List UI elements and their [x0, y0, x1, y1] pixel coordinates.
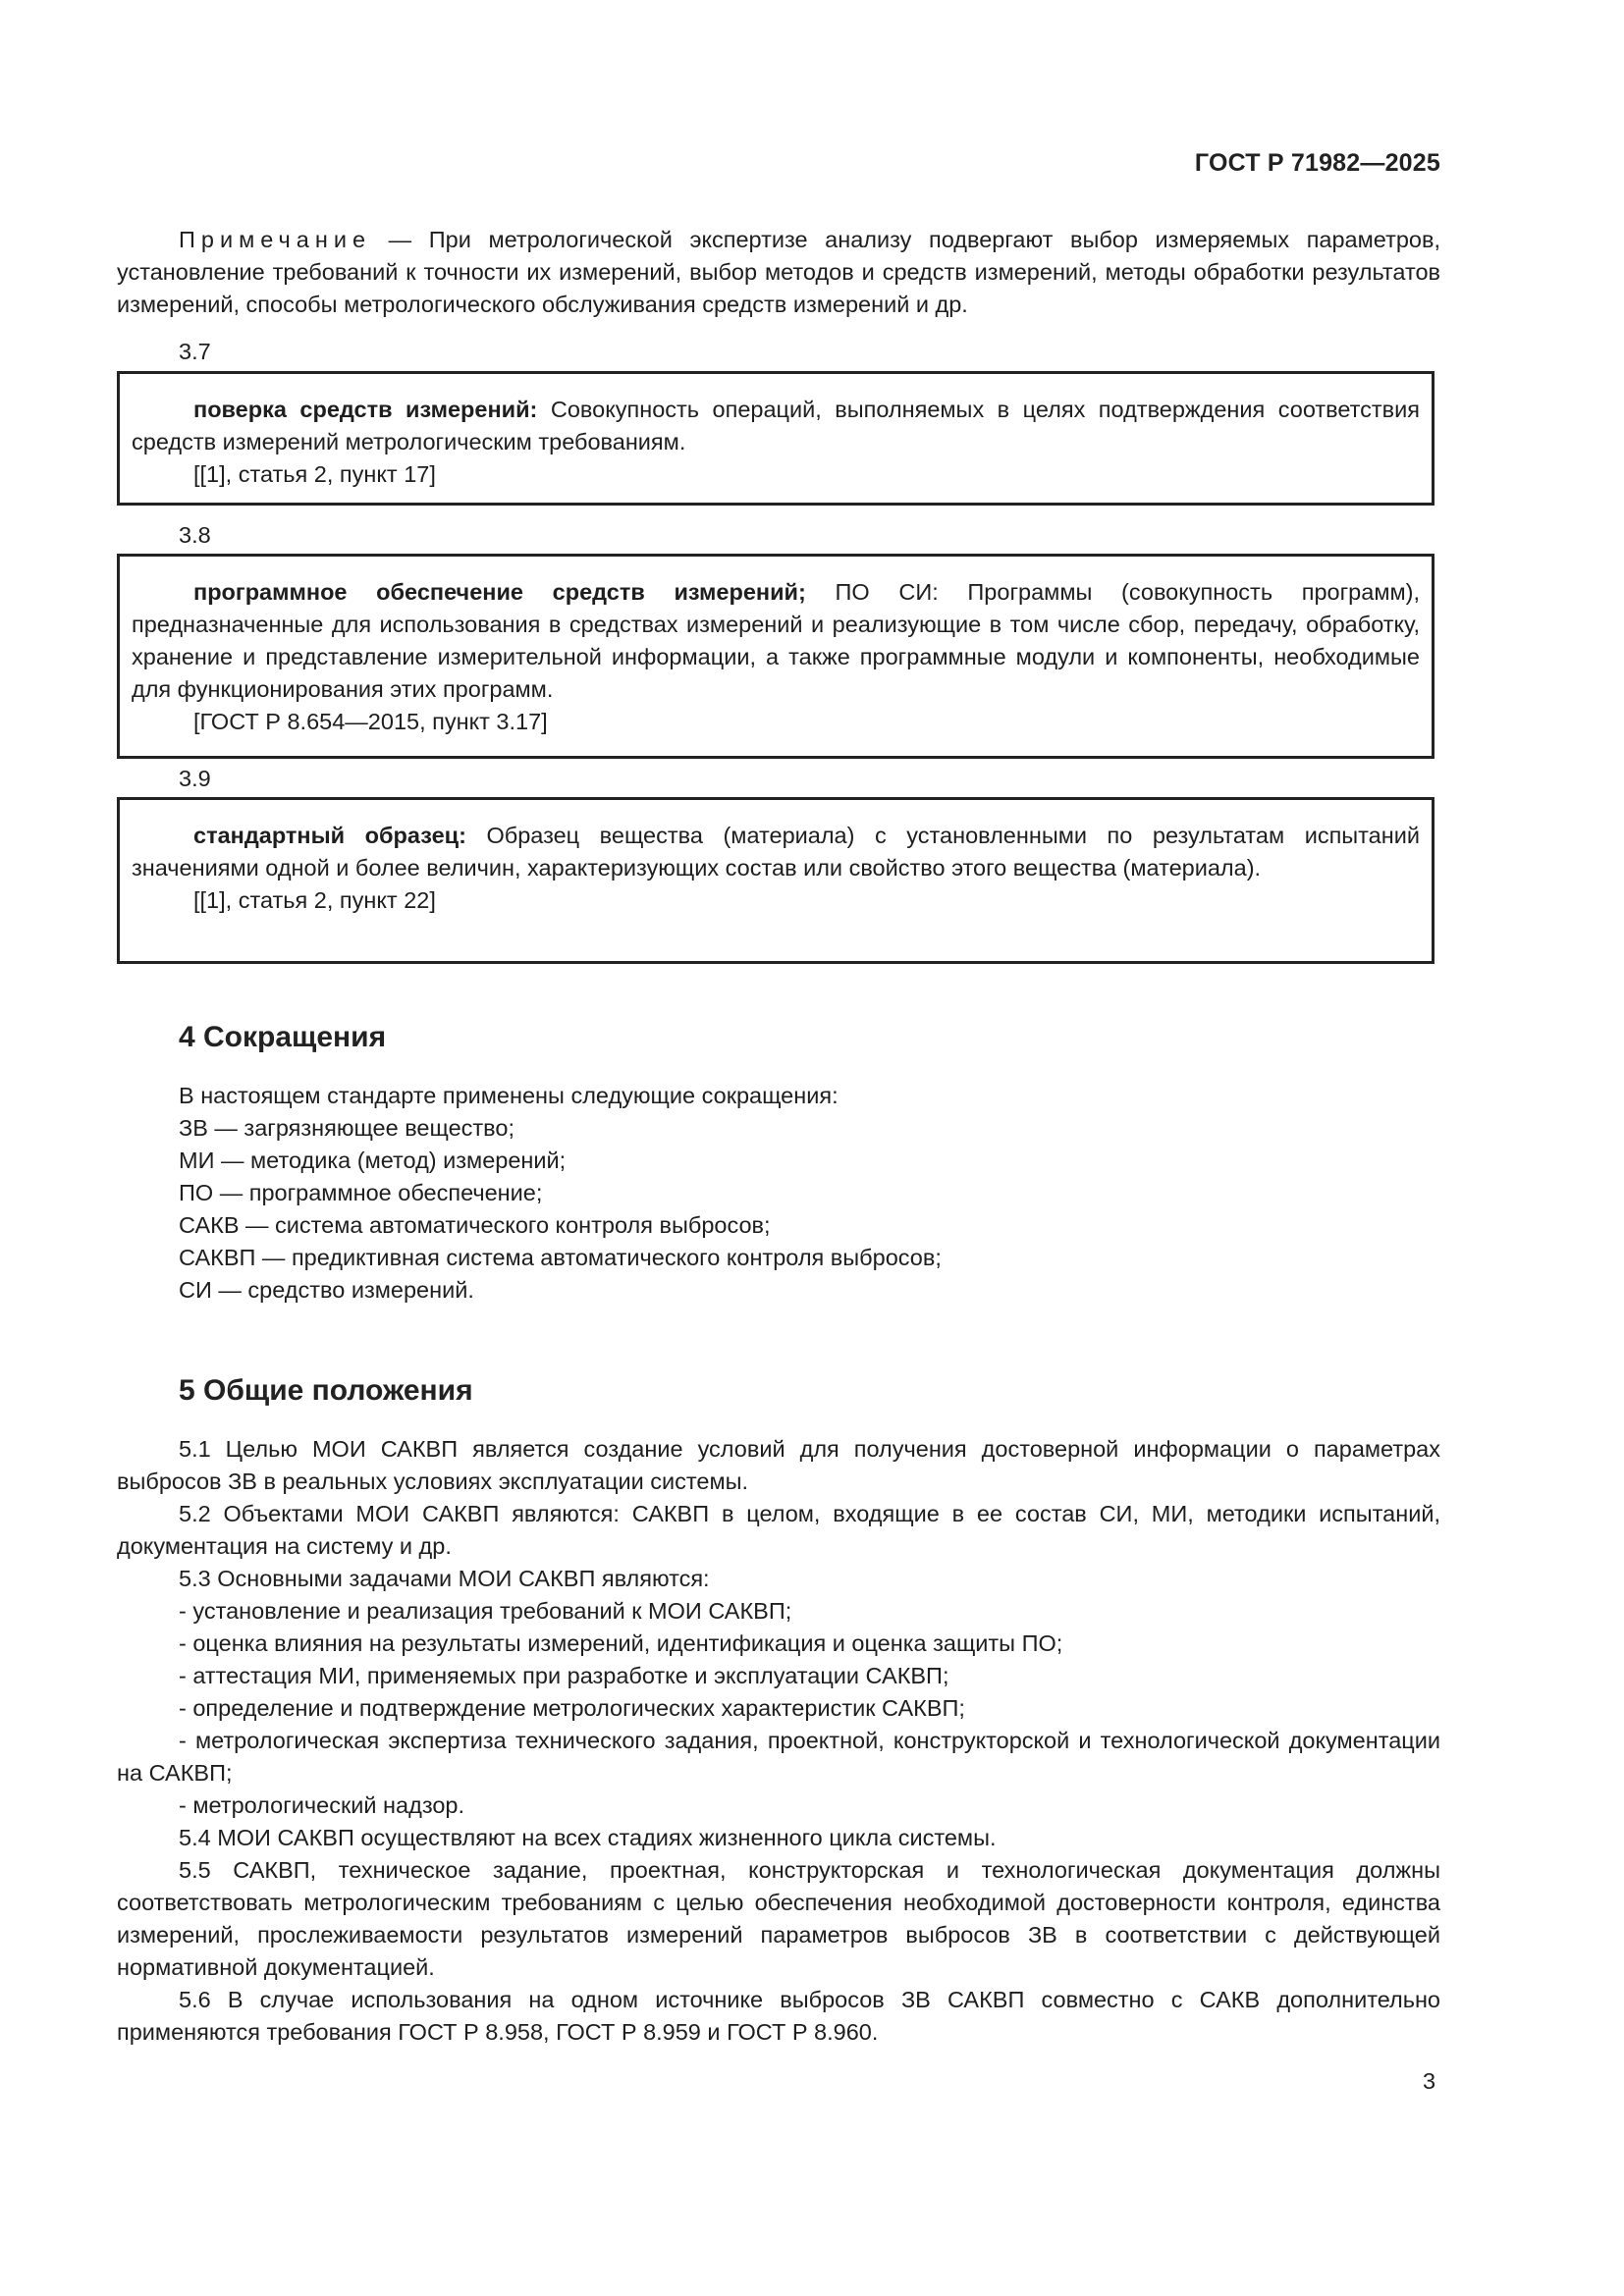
term-box [117, 371, 1435, 506]
task-item: - определение и подтверждение метрологических характеристик САКВП; [179, 1695, 965, 1721]
abbreviation-intro: В настоящем стандарте применены следующие сокращения: [179, 1083, 839, 1108]
term-source: [ГОСТ Р 8.654—2015, пункт 3.17] [193, 709, 548, 734]
section-5-heading: 5 Общие положения [179, 1374, 473, 1407]
note-paragraph [117, 224, 1440, 321]
paragraph-5-4: 5.4 МОИ САКВП осуществляют на всех стадиях жизненного цикла системы. [179, 1825, 997, 1850]
term-definition [132, 576, 1420, 706]
paragraph-5-1: 5.1 Целью МОИ САКВП является создание условий для получения достоверной информации о параметрах выбросов ЗВ в реальных условиях эксплуатации системы. [117, 1436, 1440, 1494]
abbreviation-item: САКВ — система автоматического контроля выбросов; [179, 1212, 771, 1238]
term-definition [132, 820, 1420, 884]
term-number: 3.8 [179, 522, 211, 548]
document-id-header: ГОСТ Р 71982—2025 [1194, 149, 1440, 177]
note-text: — При метрологической экспертизе анализу подвергают выбор измеряемых параметров, установление требований к точности их измерений, выбор методов и средств измерений, методы обработки результатов измерений, способы метрологического обслуживания средств измерений и др. [117, 227, 1440, 317]
term-box [117, 554, 1435, 759]
paragraph-5-3: 5.3 Основными задачами МОИ САКВП являются: [179, 1566, 710, 1591]
term-definition-text: ПО СИ: Программы (совокупность программ), предназначенные для использования в средствах измерений и реализующие в том числе сбор, передачу, обработку, хранение и представление измерительной информации, а также программные модули и компоненты, необходимые для функционирования этих программ. [132, 579, 1420, 702]
term-number: 3.7 [179, 339, 211, 364]
paragraph-5-5: 5.5 САКВП, техническое задание, проектная, конструкторская и технологическая документация должны соответствовать метрологическим требованиям с целью обеспечения необходимой достоверности контроля, единства измерений, прослеживаемости результатов измерений параметров выбросов ЗВ в соответствии с действующей нормативной документацией. [117, 1857, 1440, 1980]
abbreviation-item: МИ — методика (метод) измерений; [179, 1148, 567, 1173]
term-name: поверка средств измерений: [193, 397, 538, 422]
note-label: Примечание [179, 227, 372, 252]
section-4-heading: 4 Сокращения [179, 1021, 387, 1053]
task-item: - метрологический надзор. [179, 1792, 464, 1818]
term-definition-text: Образец вещества (материала) с установленными по результатам испытаний значениями одной и более величин, характеризующих состав или свойство этого вещества (материала). [132, 823, 1420, 881]
paragraph-5-6: 5.6 В случае использования на одном источнике выбросов ЗВ САКВП совместно с САКВ дополнительно применяются требования ГОСТ Р 8.958, ГОСТ Р 8.959 и ГОСТ Р 8.960. [117, 1987, 1440, 2045]
term-definition-text: Совокупность операций, выполняемых в целях подтверждения соответствия средств измерений метрологическим требованиям. [132, 397, 1421, 454]
term-name: стандартный образец: [193, 823, 466, 848]
term-name: программное обеспечение средств измерений; [193, 579, 806, 605]
abbreviation-item: ПО — программное обеспечение; [179, 1180, 543, 1205]
term-box [117, 797, 1435, 964]
task-item: - аттестация МИ, применяемых при разработке и эксплуатации САКВП; [179, 1663, 949, 1688]
term-source: [[1], статья 2, пункт 22] [193, 887, 436, 913]
task-item: - метрологическая экспертиза технического задания, проектной, конструкторской и технологической документации на САКВП; [117, 1728, 1440, 1786]
section-5-body [117, 1433, 1440, 2049]
page-number: 3 [1423, 2068, 1436, 2094]
task-item: - оценка влияния на результаты измерений, идентификация и оценка защиты ПО; [179, 1630, 1063, 1656]
abbreviation-item: СИ — средство измерений. [179, 1277, 474, 1303]
term-definition [132, 394, 1420, 458]
abbreviation-list [179, 1080, 942, 1307]
abbreviation-item: ЗВ — загрязняющее вещество; [179, 1115, 514, 1141]
term-number: 3.9 [179, 766, 211, 791]
term-source: [[1], статья 2, пункт 17] [193, 461, 436, 487]
task-item: - установление и реализация требований к МОИ САКВП; [179, 1598, 792, 1624]
abbreviation-item: САКВП — предиктивная система автоматического контроля выбросов; [179, 1245, 942, 1270]
paragraph-5-2: 5.2 Объектами МОИ САКВП являются: САКВП в целом, входящие в ее состав СИ, МИ, методики испытаний, документация на систему и др. [117, 1501, 1440, 1559]
